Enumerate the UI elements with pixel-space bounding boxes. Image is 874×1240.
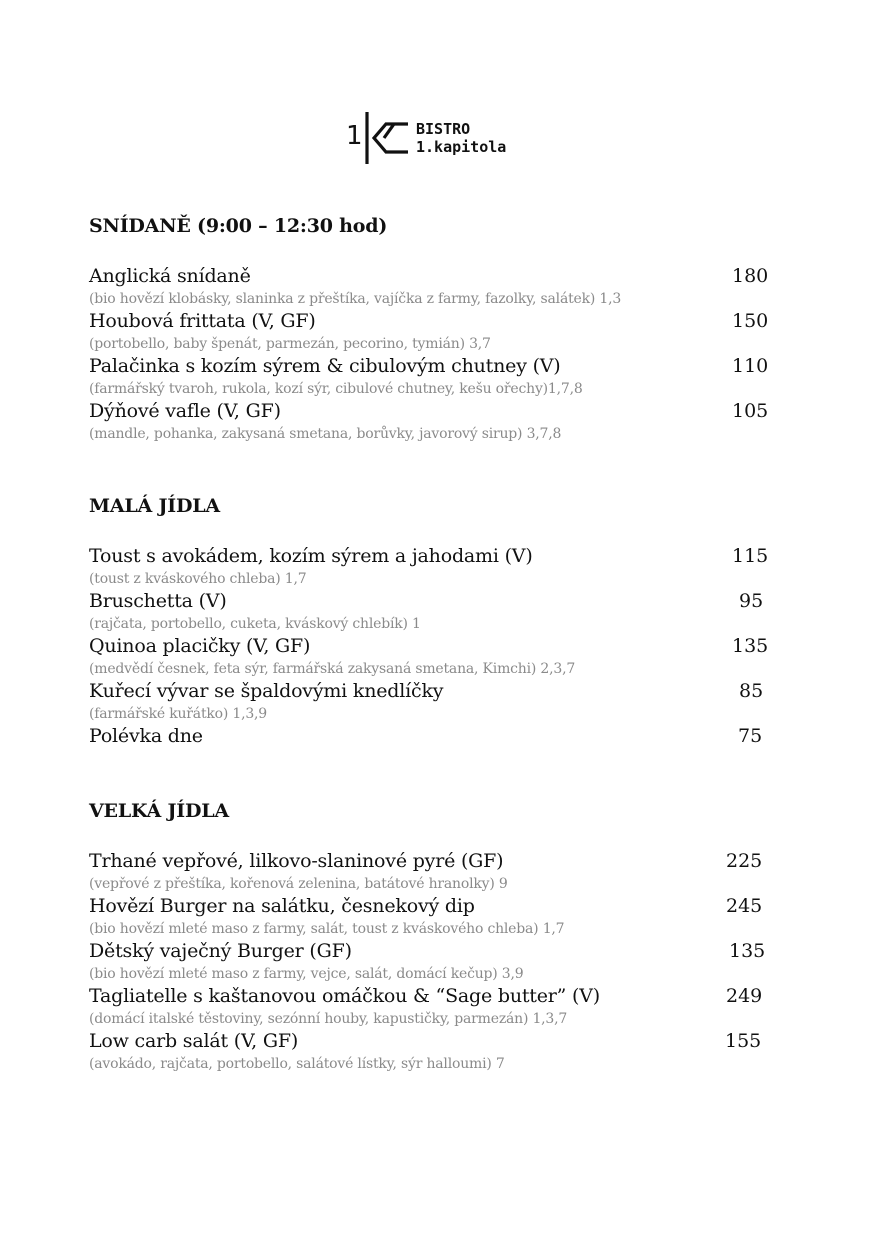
item-price: 245 [726,895,763,917]
item-name: Anglická snídaně [89,265,251,287]
item-name: Kuřecí vývar se špaldovými knedlíčky [89,680,444,702]
item-description: (bio hovězí mleté maso z farmy, vejce, salát, domácí kečup) 3,9 [89,966,524,982]
menu-item [89,309,769,354]
item-description: (rajčata, portobello, cuketa, kváskový chlebík) 1 [89,616,421,632]
item-price: 105 [732,400,769,422]
item-name: Houbová frittata (V, GF) [89,310,316,332]
section-main-dishes [89,799,769,1074]
item-description: (mandle, pohanka, zakysaná smetana, borůvky, javorový sirup) 3,7,8 [89,426,562,442]
item-name: Low carb salát (V, GF) [89,1030,299,1052]
section-title: SNÍDANĚ (9:00 – 12:30 hod) [89,215,388,237]
menu-item [89,634,769,679]
menu-item [89,939,769,984]
item-price: 135 [729,940,766,962]
item-price: 135 [732,635,769,657]
item-name: Tagliatelle s kaštanovou omáčkou & “Sage butter” (V) [89,985,600,1007]
menu-item [89,984,769,1029]
item-price: 95 [739,590,764,612]
menu-item [89,679,769,724]
logo-number: 1 [346,121,363,151]
item-description: (avokádo, rajčata, portobello, salátové lístky, sýr halloumi) 7 [89,1056,505,1072]
item-name: Hovězí Burger na salátku, česnekový dip [89,895,475,917]
section-title: VELKÁ JÍDLA [89,800,229,822]
item-description: (vepřové z přeštíka, kořenová zelenina, batátové hranolky) 9 [89,876,508,892]
item-description: (toust z kváskového chleba) 1,7 [89,571,307,587]
item-name: Quinoa placičky (V, GF) [89,635,311,657]
item-name: Dětský vaječný Burger (GF) [89,940,352,962]
item-description: (portobello, baby špenát, parmezán, pecorino, tymián) 3,7 [89,336,491,352]
logo-k-mark-icon [364,110,410,166]
menu-items [89,544,769,749]
section-small-dishes [89,494,769,749]
item-price: 225 [726,850,763,872]
menu-item [89,724,769,749]
section-breakfast [89,214,769,444]
item-name: Trhané vepřové, lilkovo-slaninové pyré (GF) [89,850,504,872]
menu-item [89,264,769,309]
item-description: (farmářský tvaroh, rukola, kozí sýr, cibulové chutney, kešu ořechy)1,7,8 [89,381,583,397]
item-price: 110 [732,355,769,377]
menu-item [89,589,769,634]
bistro-logo [346,110,526,166]
item-description: (domácí italské těstoviny, sezónní houby, kapustičky, parmezán) 1,3,7 [89,1011,568,1027]
item-name: Bruschetta (V) [89,590,227,612]
logo-line-bistro: BISTRO [416,120,471,138]
menu-item [89,354,769,399]
menu-item [89,1029,769,1074]
menu-items [89,849,769,1074]
menu-item [89,894,769,939]
item-price: 155 [725,1030,762,1052]
menu-item [89,849,769,894]
menu-item [89,544,769,589]
item-description: (farmářské kuřátko) 1,3,9 [89,706,268,722]
item-description: (bio hovězí mleté maso z farmy, salát, toust z kváskového chleba) 1,7 [89,921,565,937]
logo-text [416,120,506,156]
menu-items [89,264,769,444]
item-price: 180 [732,265,769,287]
item-name: Toust s avokádem, kozím sýrem a jahodami (V) [89,545,533,567]
item-description: (bio hovězí klobásky, slaninka z přeštíka, vajíčka z farmy, fazolky, salátek) 1,3 [89,291,622,307]
item-price: 115 [732,545,769,567]
item-price: 85 [739,680,764,702]
section-title: MALÁ JÍDLA [89,495,220,517]
item-description: (medvědí česnek, feta sýr, farmářská zakysaná smetana, Kimchi) 2,3,7 [89,661,576,677]
item-name: Palačinka s kozím sýrem & cibulovým chutney (V) [89,355,561,377]
item-price: 249 [726,985,763,1007]
item-name: Dýňové vafle (V, GF) [89,400,281,422]
item-name: Polévka dne [89,725,203,747]
menu-item [89,399,769,444]
item-price: 150 [732,310,769,332]
item-price: 75 [738,725,763,747]
logo-line-kapitola: 1.kapitola [416,138,507,156]
